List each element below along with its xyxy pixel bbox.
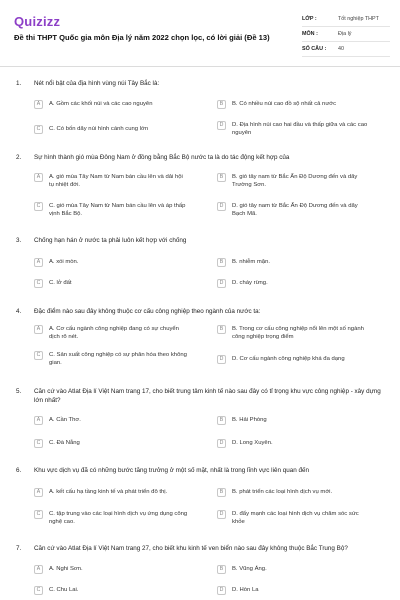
option-a[interactable] <box>34 566 189 574</box>
question-text: Chống hạn hán ở nước ta phải luôn kết hợp với chống <box>34 237 187 244</box>
option-a[interactable] <box>34 417 189 425</box>
option-text: C. Chu Lai. <box>49 587 79 593</box>
option-letter-box: C <box>34 125 43 134</box>
worksheet-meta <box>302 12 390 57</box>
option-text: B. nhiễm mặn. <box>232 259 270 265</box>
option-letter-box: B <box>217 416 226 425</box>
meta-key: LỚP : <box>302 16 317 22</box>
option-letter-box: C <box>34 351 43 360</box>
option-text: A. xói mòn. <box>49 259 79 265</box>
option-letter-box: D <box>217 510 226 519</box>
option-letter-box: A <box>34 325 43 334</box>
page-title: Đề thi THPT Quốc gia môn Địa lý năm 2022 chọn lọc, có lời giải (Đề 13) <box>14 33 270 42</box>
option-letter-box: B <box>217 258 226 267</box>
question-text: Căn cứ vào Atlat Địa lí Việt Nam trang 27, cho biết khu kinh tế ven biển nào sau đây không thuộc Bắc Trung Bộ? <box>34 545 348 552</box>
question-number: 6. <box>16 467 22 474</box>
option-d[interactable] <box>217 280 372 288</box>
option-d[interactable] <box>217 203 372 218</box>
option-letter-box: B <box>217 100 226 109</box>
meta-key: SỐ CÂU : <box>302 46 327 52</box>
option-c[interactable] <box>34 352 189 367</box>
option-b[interactable] <box>217 566 372 574</box>
question-text: Đặc điểm nào sau đây không thuộc cơ cấu công nghiệp theo ngành của nước ta: <box>34 308 261 315</box>
option-text: B. Vũng Áng. <box>232 566 267 572</box>
meta-key: MÔN : <box>302 31 318 37</box>
question-number: 5. <box>16 388 22 395</box>
option-b[interactable] <box>217 101 372 109</box>
question-text: Căn cứ vào Atlat Địa lí Việt Nam trang 17, cho biết trung tâm kinh tế nào sau đây có tỉ trọng khu vực công nghiệp - xây dựng lớn nhất? <box>34 388 381 404</box>
option-b[interactable] <box>217 489 372 497</box>
option-text: C. Sản xuất công nghiệp có sự phân hóa theo không gian. <box>49 352 187 366</box>
option-letter-box: D <box>217 586 226 595</box>
option-c[interactable] <box>34 126 189 134</box>
option-d[interactable] <box>217 356 372 364</box>
question-number: 3. <box>16 237 22 244</box>
option-text: D. gió tây nam từ Bắc Ấn Độ Dương đến và dãy Bạch Mã. <box>232 203 358 217</box>
meta-value: Địa lý <box>338 31 352 37</box>
option-text: A. Gồm các khối núi và các cao nguyên <box>49 101 153 107</box>
worksheet-header <box>0 0 400 70</box>
option-letter-box: A <box>34 100 43 109</box>
option-c[interactable] <box>34 587 189 595</box>
option-letter-box: A <box>34 488 43 497</box>
option-text: D. Long Xuyên. <box>232 440 273 446</box>
question-number: 1. <box>16 80 22 87</box>
option-letter-box: D <box>217 121 226 130</box>
option-text: C. tập trung vào các loại hình dịch vụ ứng dụng công nghệ cao. <box>49 511 188 525</box>
option-text: D. Địa hình núi cao hai đầu và thấp giữa và các cao nguyên <box>232 122 368 136</box>
option-text: A. gió mùa Tây Nam từ Nam bán cầu lên và dải hội tụ nhiệt đới. <box>49 174 183 188</box>
option-letter-box: A <box>34 565 43 574</box>
option-d[interactable] <box>217 511 372 526</box>
option-b[interactable] <box>217 417 372 425</box>
option-text: A. Cơ cấu ngành công nghiệp đang có sự chuyển dịch rõ nét. <box>49 326 179 340</box>
question-text: Sự hình thành gió mùa Đông Nam ở đồng bằng Bắc Bộ nước ta là do tác động kết hợp của <box>34 154 290 161</box>
option-letter-box: C <box>34 510 43 519</box>
option-letter-box: C <box>34 202 43 211</box>
header-divider <box>0 66 400 67</box>
option-text: B. phát triển các loại hình dịch vụ mới. <box>232 489 333 495</box>
meta-row-class <box>302 12 390 27</box>
option-text: B. Trong cơ cấu công nghiệp nổi lên một số ngành công nghiệp trọng điểm <box>232 326 364 340</box>
option-letter-box: D <box>217 355 226 364</box>
option-text: A. Cần Thơ. <box>49 417 81 423</box>
option-letter-box: A <box>34 173 43 182</box>
option-a[interactable] <box>34 101 189 109</box>
option-text: B. gió tây nam từ Bắc Ấn Độ Dương đến và dãy Trường Sơn. <box>232 174 358 188</box>
option-b[interactable] <box>217 326 372 341</box>
option-a[interactable] <box>34 259 189 267</box>
option-text: B. Hải Phòng <box>232 417 267 423</box>
option-text: C. Có bốn dãy núi hình cánh cung lớn <box>49 126 149 132</box>
meta-row-count <box>302 42 390 57</box>
option-c[interactable] <box>34 203 189 218</box>
option-letter-box: C <box>34 279 43 288</box>
question-text: Nét nổi bật của địa hình vùng núi Tây Bắc là: <box>34 80 160 87</box>
option-text: B. Có nhiều núi cao đồ sộ nhất cả nước <box>232 101 337 107</box>
meta-value: Tốt nghiệp THPT <box>338 16 379 22</box>
option-letter-box: B <box>217 173 226 182</box>
option-text: A. kết cấu hạ tầng kinh tế và phát triển đô thị. <box>49 489 168 495</box>
option-a[interactable] <box>34 326 189 341</box>
option-letter-box: D <box>217 202 226 211</box>
option-d[interactable] <box>217 440 372 448</box>
option-text: D. đẩy mạnh các loại hình dịch vụ chăm sóc sức khỏe <box>232 511 359 525</box>
quizizz-logo: Quizizz <box>14 14 61 29</box>
option-c[interactable] <box>34 440 189 448</box>
option-d[interactable] <box>217 122 372 137</box>
question-text: Khu vực dịch vụ đã có những bước tăng trưởng ở một số mặt, nhất là trong lĩnh vực liên quan đến <box>34 467 309 474</box>
option-text: D. Cơ cấu ngành công nghiệp khá đa dạng <box>232 356 345 362</box>
option-letter-box: A <box>34 258 43 267</box>
option-text: D. cháy rừng. <box>232 280 268 286</box>
option-a[interactable] <box>34 174 189 189</box>
option-letter-box: C <box>34 586 43 595</box>
option-letter-box: D <box>217 439 226 448</box>
option-d[interactable] <box>217 587 372 595</box>
option-b[interactable] <box>217 174 372 189</box>
option-letter-box: A <box>34 416 43 425</box>
option-letter-box: B <box>217 565 226 574</box>
option-letter-box: B <box>217 488 226 497</box>
option-text: C. Đà Nẵng <box>49 440 80 446</box>
option-text: C. gió mùa Tây Nam từ Nam bán cầu lên và áp thấp vịnh Bắc Bộ. <box>49 203 186 217</box>
option-a[interactable] <box>34 489 189 497</box>
option-c[interactable] <box>34 511 189 526</box>
question-number: 7. <box>16 545 22 552</box>
question-number: 2. <box>16 154 22 161</box>
option-letter-box: B <box>217 325 226 334</box>
option-text: A. Nghi Sơn. <box>49 566 83 572</box>
option-letter-box: C <box>34 439 43 448</box>
meta-value: 40 <box>338 46 344 52</box>
question-number: 4. <box>16 308 22 315</box>
option-text: C. lở đất <box>49 280 72 286</box>
meta-row-subject <box>302 27 390 42</box>
option-c[interactable] <box>34 280 189 288</box>
option-text: D. Hòn La <box>232 587 259 593</box>
option-letter-box: D <box>217 279 226 288</box>
option-b[interactable] <box>217 259 372 267</box>
